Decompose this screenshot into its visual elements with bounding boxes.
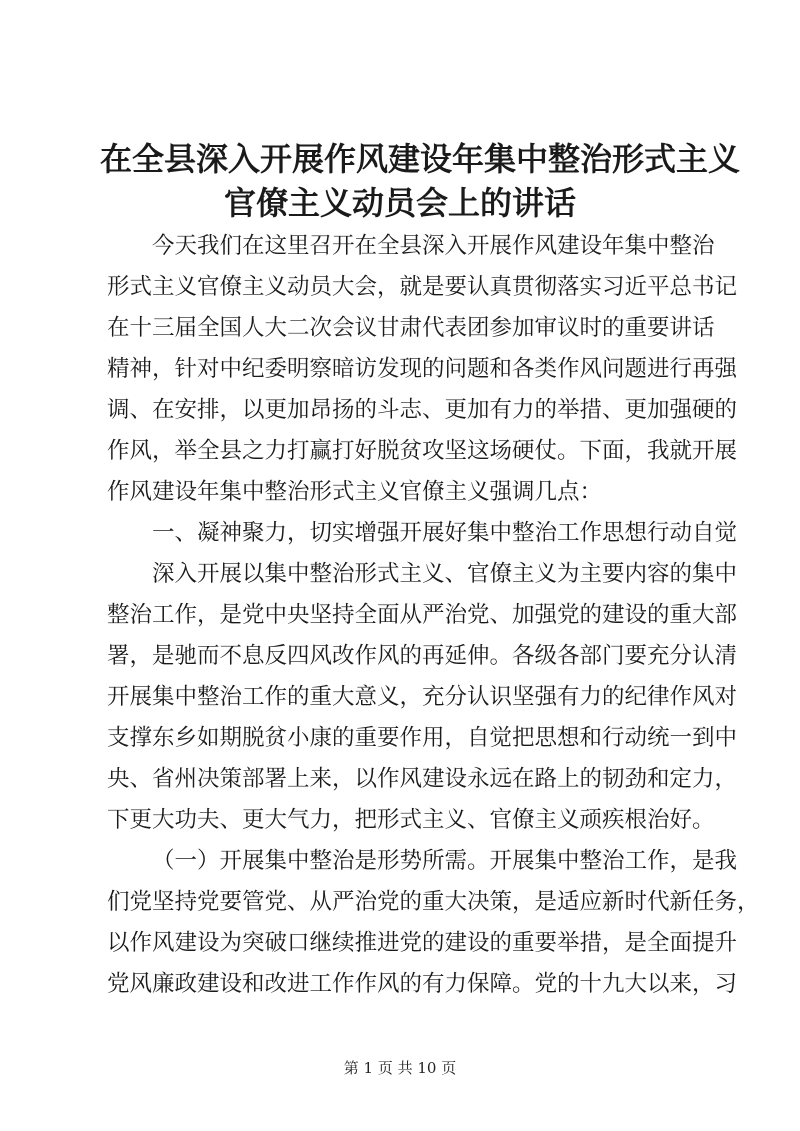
paragraph-line: 署，是驰而不息反四风改作风的再延伸。各级各部门要充分认清 [107,643,738,669]
paragraph-line: 调、在安排，以更加昂扬的斗志、更加有力的举措、更加强硬的 [107,397,738,423]
page-footer: 第 1 页 共 10 页 [343,1059,457,1077]
paragraph-line: 形式主义官僚主义动员大会，就是要认真贯彻落实习近平总书记 [107,274,738,300]
paragraph-line: 以作风建设为突破口继续推进党的建设的重要举措，是全面提升 [107,930,738,956]
paragraph-line: 下更大功夫、更大气力，把形式主义、官僚主义顽疾根治好。 [107,807,715,833]
paragraph-line: 们党坚持党要管党、从严治党的重大决策，是适应新时代新任务， [107,889,760,915]
paragraph-line: （一）开展集中整治是形势所需。开展集中整治工作，是我 [152,848,738,874]
paragraph-line: 精神，针对中纪委明察暗访发现的问题和各类作风问题进行再强 [107,356,738,382]
paragraph-line: 开展集中整治工作的重大意义，充分认识坚强有力的纪律作风对 [107,684,738,710]
paragraph-line: 在十三届全国人大二次会议甘肃代表团参加审议时的重要讲话 [107,315,715,341]
document-title-line-2: 官僚主义动员会上的讲话 [223,184,576,222]
paragraph-line: 今天我们在这里召开在全县深入开展作风建设年集中整治 [152,233,715,259]
document-title-line-1: 在全县深入开展作风建设年集中整治形式主义 [100,140,741,178]
paragraph-line: 作风，举全县之力打赢打好脱贫攻坚这场硬仗。下面，我就开展 [107,438,738,464]
paragraph-line: 支撑东乡如期脱贫小康的重要作用，自觉把思想和行动统一到中 [107,725,738,751]
paragraph-line: 央、省州决策部署上来，以作风建设永远在路上的韧劲和定力， [107,766,738,792]
paragraph-line: 整治工作，是党中央坚持全面从严治党、加强党的建设的重大部 [107,602,738,628]
paragraph-line: 深入开展以集中整治形式主义、官僚主义为主要内容的集中 [152,561,738,587]
section-heading: 一、凝神聚力，切实增强开展好集中整治工作思想行动自觉 [152,520,738,546]
paragraph-line: 作风建设年集中整治形式主义官僚主义强调几点： [107,479,603,505]
paragraph-line: 党风廉政建设和改进工作作风的有力保障。党的十九大以来，习 [107,971,738,997]
